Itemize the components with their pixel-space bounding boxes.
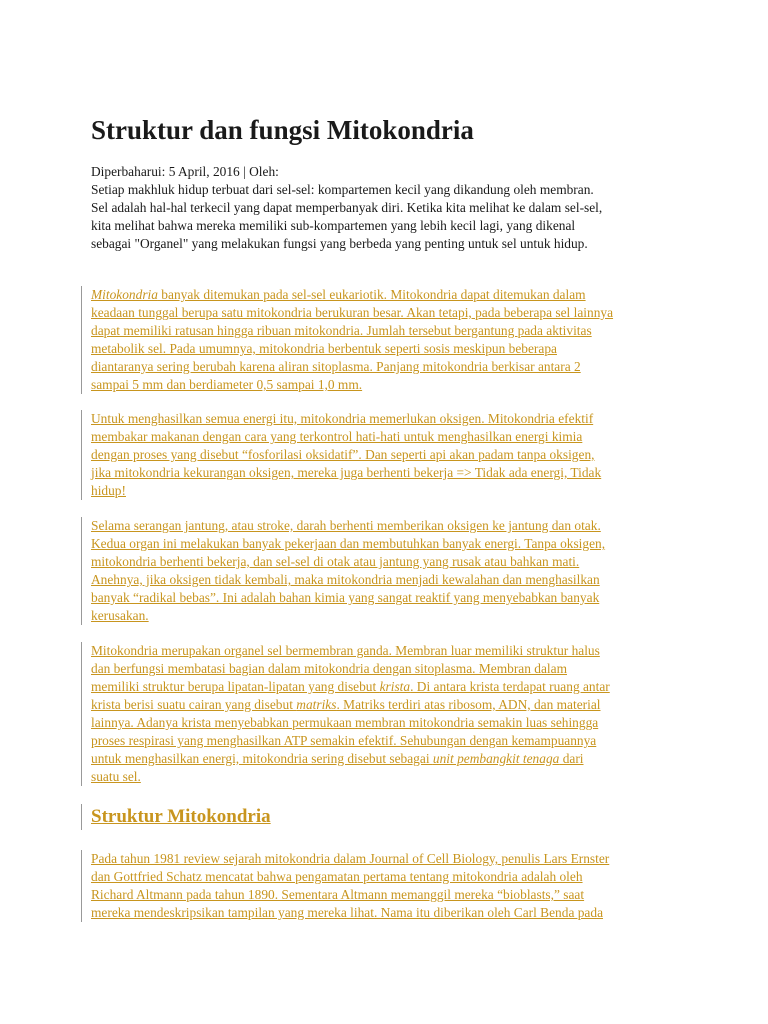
- quote-line[interactable]: kerusakan.: [91, 608, 149, 623]
- quote-line-text[interactable]: untuk menghasilkan energi, mitokondria sering disebut sebagai: [91, 751, 433, 766]
- quote-line[interactable]: suatu sel.: [91, 769, 141, 784]
- quote-line-text[interactable]: . Matriks terdiri atas ribosom, ADN, dan material: [336, 697, 601, 712]
- quote-paragraph-mitokondria-location[interactable]: [81, 286, 701, 394]
- page-title: Struktur dan fungsi Mitokondria: [91, 115, 474, 145]
- intro-line: sebagai "Organel" yang melakukan fungsi yang berbeda yang penting untuk sel untuk hidup.: [91, 236, 588, 251]
- quote-line[interactable]: Pada tahun 1981 review sejarah mitokondria dalam Journal of Cell Biology, penulis Lars Ernster: [91, 851, 610, 866]
- quote-paragraph-oxygen[interactable]: [81, 410, 701, 500]
- italic-term[interactable]: krista: [379, 679, 411, 694]
- quote-line-text[interactable]: memiliki struktur berupa lipatan-lipatan yang disebut: [91, 679, 380, 694]
- italic-term[interactable]: unit pembangkit tenaga: [432, 751, 560, 766]
- quote-line[interactable]: Anehnya, jika oksigen tidak kembali, maka mitokondria menjadi kewalahan dan menghasilkan: [91, 572, 600, 587]
- quote-line-text[interactable]: . Di antara krista terdapat ruang antar: [410, 679, 610, 694]
- quote-line[interactable]: proses respirasi yang menghasilkan ATP semakin efektif. Sehubungan dengan kemampuannya: [91, 733, 597, 748]
- section-heading-text[interactable]: Struktur Mitokondria: [91, 806, 271, 827]
- quote-line[interactable]: Kedua organ ini melakukan banyak pekerjaan dan membutuhkan banyak energi. Tanpa oksigen,: [91, 536, 606, 551]
- italic-term[interactable]: matriks: [296, 697, 337, 712]
- quote-line[interactable]: banyak “radikal bebas”. Ini adalah bahan kimia yang sangat reaktif yang menyebabkan banyak: [91, 590, 600, 605]
- quote-line[interactable]: [91, 286, 701, 304]
- quote-line[interactable]: keadaan tunggal berupa satu mitokondria berukuran besar. Akan tetapi, pada beberapa sel lainnya: [91, 305, 614, 320]
- quote-line[interactable]: hidup!: [91, 483, 126, 498]
- quote-line[interactable]: [91, 750, 701, 768]
- quote-line[interactable]: diantaranya sering berubah karena aliran sitoplasma. Panjang mitokondria berkisar antara 2: [91, 359, 581, 374]
- intro-line: kita melihat bahwa mereka memiliki sub-kompartemen yang lebih kecil lagi, yang dikenal: [91, 218, 576, 233]
- quote-line-text[interactable]: krista berisi suatu cairan yang disebut: [91, 697, 297, 712]
- quote-line[interactable]: sampai 5 mm dan berdiameter 0,5 sampai 1,0 mm.: [91, 377, 363, 392]
- intro-line: Sel adalah hal-hal terkecil yang dapat memperbanyak diri. Ketika kita melihat ke dalam sel-sel,: [91, 200, 603, 215]
- updated-date: Diperbaharui: 5 April, 2016 | Oleh:: [91, 164, 279, 179]
- quote-line[interactable]: lainnya. Adanya krista menyebabkan permukaan membran mitokondria semakin luas sehingga: [91, 715, 599, 730]
- quote-paragraph-history[interactable]: [81, 850, 701, 922]
- quote-line[interactable]: Richard Altmann pada tahun 1890. Sementara Altmann memanggil mereka “bioblasts,” saat: [91, 887, 585, 902]
- intro-line: Setiap makhluk hidup terbuat dari sel-sel: kompartemen kecil yang dikandung oleh membran.: [91, 182, 594, 197]
- quote-line-text[interactable]: dari: [559, 751, 584, 766]
- quote-line[interactable]: dapat memiliki ratusan hingga ribuan mitokondria. Jumlah tersebut bergantung pada aktivitas: [91, 323, 592, 338]
- quote-line[interactable]: dan Gottfried Schatz mencatat bahwa pengamatan pertama tentang mitokondria adalah oleh: [91, 869, 583, 884]
- quote-line[interactable]: [91, 678, 701, 696]
- quote-line[interactable]: [91, 696, 701, 714]
- quote-line[interactable]: mitokondria berhenti bekerja, dan sel-sel di otak atau jantung yang rusak atau bahkan mati.: [91, 554, 580, 569]
- section-heading-struktur[interactable]: [81, 804, 271, 830]
- quote-line[interactable]: Selama serangan jantung, atau stroke, darah berhenti memberikan oksigen ke jantung dan otak.: [91, 518, 601, 533]
- quote-paragraph-membrane[interactable]: [81, 642, 701, 786]
- quote-paragraph-heart-attack[interactable]: [81, 517, 701, 625]
- quote-line[interactable]: jika mitokondria kekurangan oksigen, mereka juga berhenti bekerja => Tidak ada energi, Tidak: [91, 465, 602, 480]
- intro-paragraph: [91, 181, 671, 253]
- quote-line-text[interactable]: banyak ditemukan pada sel-sel eukariotik. Mitokondria dapat ditemukan dalam: [157, 287, 586, 302]
- quote-line[interactable]: mereka mendeskripsikan tampilan yang mereka lihat. Nama itu diberikan oleh Carl Benda pada: [91, 905, 604, 920]
- quote-line[interactable]: membakar makanan dengan cara yang terkontrol hati-hati untuk menghasilkan energi kimia: [91, 429, 583, 444]
- quote-line[interactable]: Untuk menghasilkan semua energi itu, mitokondria memerlukan oksigen. Mitokondria efektif: [91, 411, 594, 426]
- quote-line[interactable]: metabolik sel. Pada umumnya, mitokondria berbentuk seperti sosis meskipun beberapa: [91, 341, 557, 356]
- quote-line[interactable]: Mitokondria merupakan organel sel bermembran ganda. Membran luar memiliki struktur halus: [91, 643, 600, 658]
- quote-line[interactable]: dengan proses yang disebut “fosforilasi oksidatif”. Dan seperti api akan padam tanpa oksigen,: [91, 447, 595, 462]
- italic-term[interactable]: Mitokondria: [91, 287, 158, 302]
- quote-line[interactable]: dan berfungsi membatasi bagian dalam mitokondria dengan sitoplasma. Membran dalam: [91, 661, 567, 676]
